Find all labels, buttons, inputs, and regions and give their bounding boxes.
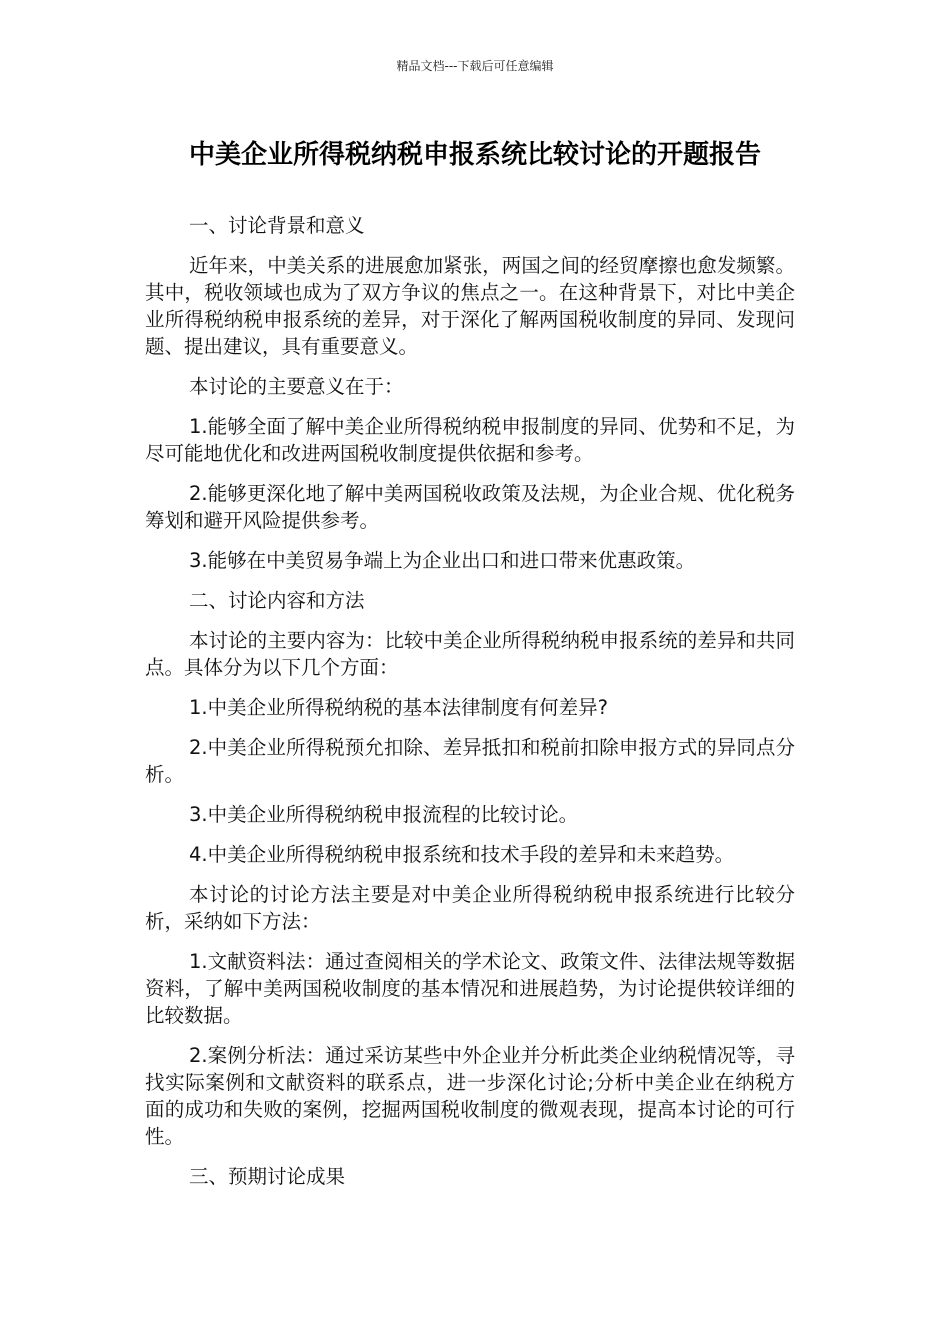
section-heading-expected-results: 三、预期讨论成果: [189, 1165, 346, 1188]
list-item-method-2: 2.案例分析法：通过采访某些中外企业并分析此类企业纳税情况等，寻找实际案例和文献资料的联系点，进一步深化讨论;分析中美企业在纳税方面的成功和失败的案例，挖掘两国税收制度的微观表现，提高本讨论的可行性。: [145, 1044, 795, 1148]
list-item-content-3: 3.中美企业所得税纳税申报流程的比较讨论。: [189, 803, 579, 826]
list-item-content-1: 1.中美企业所得税纳税的基本法律制度有何差异?: [189, 696, 608, 719]
list-item-content-2: 2.中美企业所得税预允扣除、差异抵扣和税前扣除申报方式的异同点分析。: [145, 736, 795, 786]
list-item-significance-1: 1.能够全面了解中美企业所得税纳税申报制度的异同、优势和不足，为尽可能地优化和改进两国税收制度提供依据和参考。: [145, 415, 795, 465]
document-body: [145, 212, 795, 1203]
list-item-significance-2: 2.能够更深化地了解中美两国税收政策及法规，为企业合规、优化税务筹划和避开风险提供参考。: [145, 482, 795, 532]
paragraph-content-intro: 本讨论的主要内容为：比较中美企业所得税纳税申报系统的差异和共同点。具体分为以下几个方面：: [145, 629, 795, 679]
section-heading-background: 一、讨论背景和意义: [189, 214, 365, 237]
paragraph-significance-intro: 本讨论的主要意义在于：: [189, 375, 404, 398]
section-heading-content-methods: 二、讨论内容和方法: [189, 589, 365, 612]
running-header: 精品文档---下载后可任意编辑: [396, 59, 554, 73]
list-item-significance-3: 3.能够在中美贸易争端上为企业出口和进口带来优惠政策。: [189, 549, 696, 572]
document-title: 中美企业所得税纳税申报系统比较讨论的开题报告: [188, 140, 761, 170]
paragraph-background: 近年来，中美关系的进展愈加紧张，两国之间的经贸摩擦也愈发频繁。其中，税收领域也成为了双方争议的焦点之一。在这种背景下，对比中美企业所得税纳税申报系统的差异，对于深化了解两国税收制度的异同、发现问题、提出建议，具有重要意义。: [145, 254, 795, 358]
list-item-method-1: 1.文献资料法：通过查阅相关的学术论文、政策文件、法律法规等数据资料，了解中美两国税收制度的基本情况和进展趋势，为讨论提供较详细的比较数据。: [145, 950, 795, 1027]
paragraph-methods-intro: 本讨论的讨论方法主要是对中美企业所得税纳税申报系统进行比较分析，采纳如下方法：: [145, 883, 795, 933]
list-item-content-4: 4.中美企业所得税纳税申报系统和技术手段的差异和未来趋势。: [189, 843, 735, 866]
